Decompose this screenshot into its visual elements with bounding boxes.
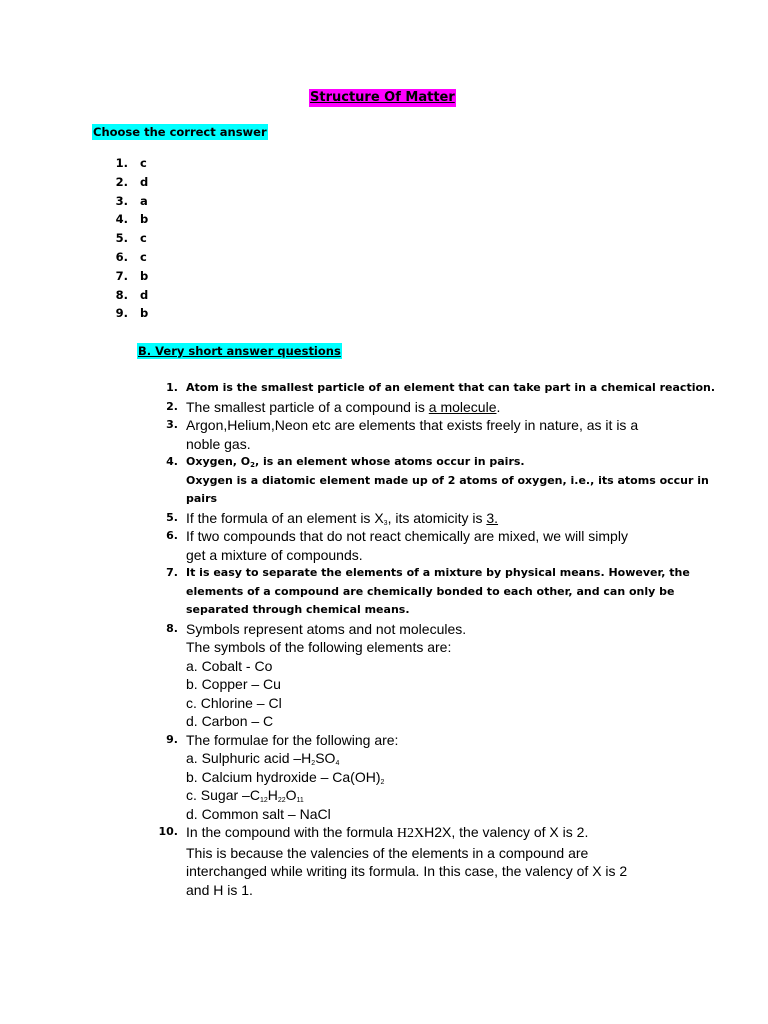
- answer-6: 6. If two compounds that do not react chemically are mixed, we will simply get a mixture of compounds.: [166, 528, 628, 563]
- answer-5-key: 3.: [486, 509, 499, 526]
- short-answer-list: [145, 379, 716, 899]
- answer-10: 10. In the compound with the formula H2XH2X, the valency of X is 2. This is because the valencies of the elements in a compound are interchanged while writing its formula. In this case, the valency of X is 2 and H is 1.: [158, 824, 628, 898]
- answer-2: 2. The smallest particle of a compound is a molecule.: [166, 398, 501, 415]
- list-item: 1. c: [115, 156, 147, 170]
- list-item: 9. b: [115, 306, 149, 321]
- list-item: 2. d: [115, 174, 149, 189]
- answer-8: 8. Symbols represent atoms and not molecules. The symbols of the following elements are: a. Cobalt - Co b. Copper – Cu c. Chlorine – Cl d. Carbon – C: [166, 620, 467, 729]
- section-a-heading: Choose the correct answer: [93, 125, 267, 139]
- answer-7: 7. It is easy to separate the elements of a mixture by physical means. However, the elements of a compound are chemically bonded to each other, and can only be separated through chemical means.: [166, 566, 690, 616]
- list-item: 6. c: [115, 249, 147, 264]
- list-item: 8. d: [115, 287, 149, 302]
- page-title: Structure Of Matter: [310, 90, 455, 105]
- list-item: 4. b: [115, 212, 149, 227]
- mcq-answer-list: [108, 154, 148, 323]
- answer-4: 4. Oxygen, $O_2$, is an element whose atoms occur in pairs. Oxygen is a diatomic element made up of 2 atoms of oxygen, i.e., its atoms occur in pairs: [166, 455, 709, 505]
- list-item: 3. a: [115, 193, 148, 208]
- answer-3: 3. Argon,Helium,Neon etc are elements that exists freely in nature, as it is a noble gas.: [166, 417, 639, 452]
- section-b-heading: B. Very short answer questions: [138, 344, 341, 358]
- answer-5: 5. If the formula of an element is $X_3$, its atomicity is 3.: [166, 509, 499, 527]
- list-item: 5. c: [115, 231, 147, 246]
- answer-9: 9. The formulae for the following are: a. Sulphuric acid $-H_2SO_4$ b. Calcium hydroxide – $Ca(OH)_2$ c. Sugar $-C_{12}H_{22}O_{11}$ d. Common salt – NaCl: [166, 731, 399, 822]
- answer-2-key: a molecule: [428, 398, 497, 415]
- answer-1: 1. Atom is the smallest particle of an element that can take part in a chemical reaction.: [166, 381, 716, 394]
- list-item: 7. b: [115, 268, 149, 283]
